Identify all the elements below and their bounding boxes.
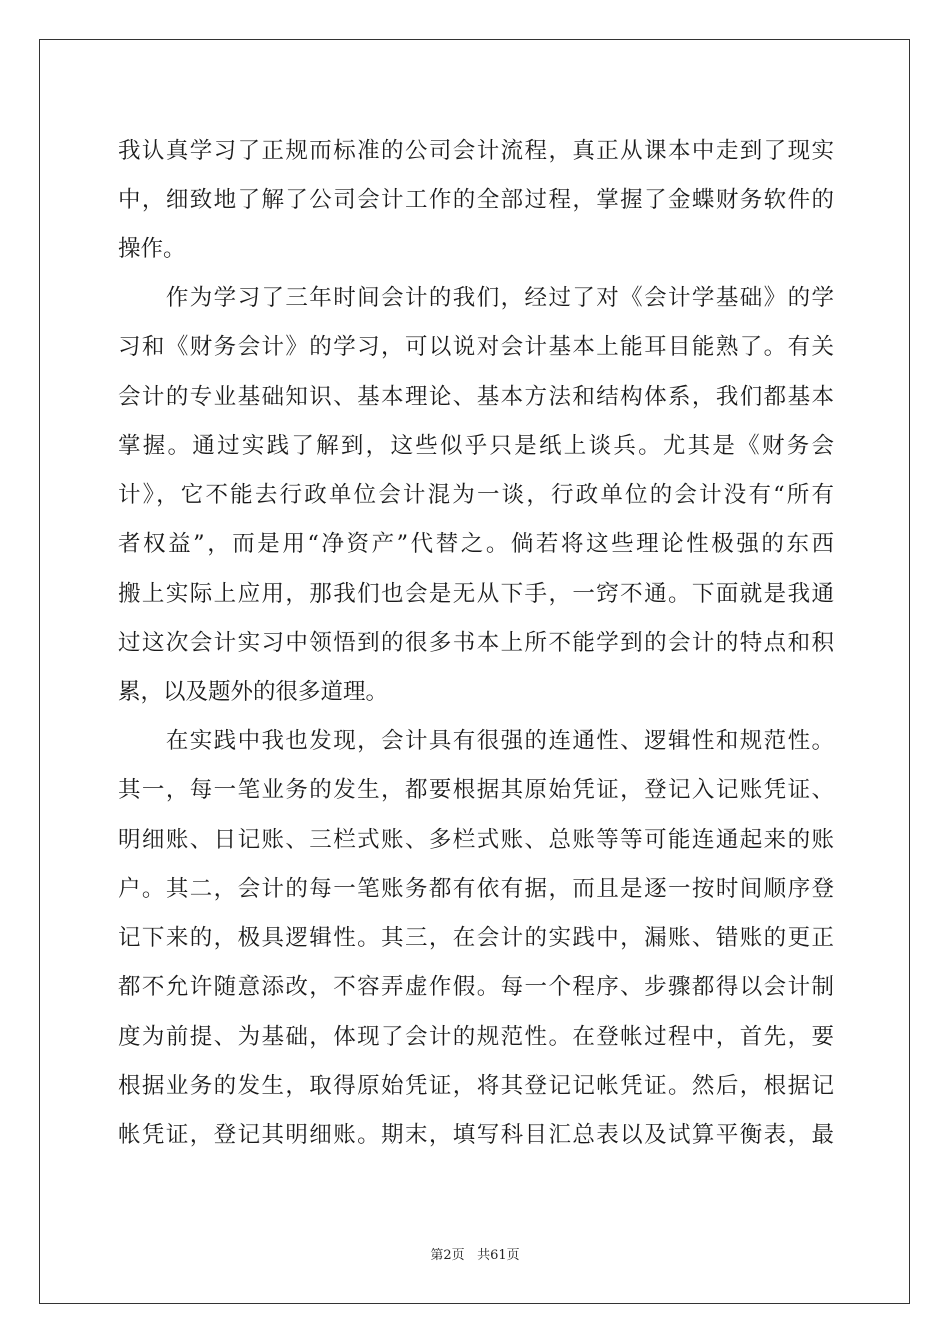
text-line: 计》，它不能去行政单位会计混为一谈，行政单位的会计没有“所有 <box>118 482 834 508</box>
page-number: 第2页 <box>430 1248 465 1263</box>
text-line: 都不允许随意添改，不容弄虚作假。每一个程序、步骤都得以会计制 <box>118 974 834 1000</box>
text-line: 度为前提、为基础，体现了会计的规范性。在登帐过程中，首先，要 <box>118 1024 834 1050</box>
text-line: 根据业务的发生，取得原始凭证，将其登记记帐凭证。然后，根据记 <box>118 1073 834 1099</box>
text-line: 我认真学习了正规而标准的公司会计流程，真正从课本中走到了现实 <box>118 138 834 164</box>
text-line: 累，以及题外的很多道理。 <box>118 679 389 705</box>
text-line: 作为学习了三年时间会计的我们，经过了对《会计学基础》的学 <box>118 285 834 311</box>
text-line: 明细账、日记账、三栏式账、多栏式账、总账等等可能连通起来的账 <box>118 827 834 853</box>
page-footer <box>0 1244 950 1263</box>
text-line: 在实践中我也发现，会计具有很强的连通性、逻辑性和规范性。 <box>118 728 834 754</box>
page-total: 共61页 <box>477 1248 520 1263</box>
text-line: 操作。 <box>118 236 186 262</box>
text-line: 过这次会计实习中领悟到的很多书本上所不能学到的会计的特点和积 <box>118 630 834 656</box>
text-line: 会计的专业基础知识、基本理论、基本方法和结构体系，我们都基本 <box>118 384 834 410</box>
text-line: 中，细致地了解了公司会计工作的全部过程，掌握了金蝶财务软件的 <box>118 187 834 213</box>
text-line: 搬上实际上应用，那我们也会是无从下手，一窍不通。下面就是我通 <box>118 581 834 607</box>
text-line: 其一，每一笔业务的发生，都要根据其原始凭证，登记入记账凭证、 <box>118 777 834 803</box>
text-line: 掌握。通过实践了解到，这些似乎只是纸上谈兵。尤其是《财务会 <box>118 433 834 459</box>
text-line: 者权益”，而是用“净资产”代替之。倘若将这些理论性极强的东西 <box>118 531 834 557</box>
text-line: 帐凭证，登记其明细账。期末，填写科目汇总表以及试算平衡表，最 <box>118 1122 834 1148</box>
text-line: 记下来的，极具逻辑性。其三，在会计的实践中，漏账、错账的更正 <box>118 925 834 951</box>
text-line: 户。其二，会计的每一笔账务都有依有据，而且是逐一按时间顺序登 <box>118 876 834 902</box>
text-line: 习和《财务会计》的学习，可以说对会计基本上能耳目能熟了。有关 <box>118 334 834 360</box>
